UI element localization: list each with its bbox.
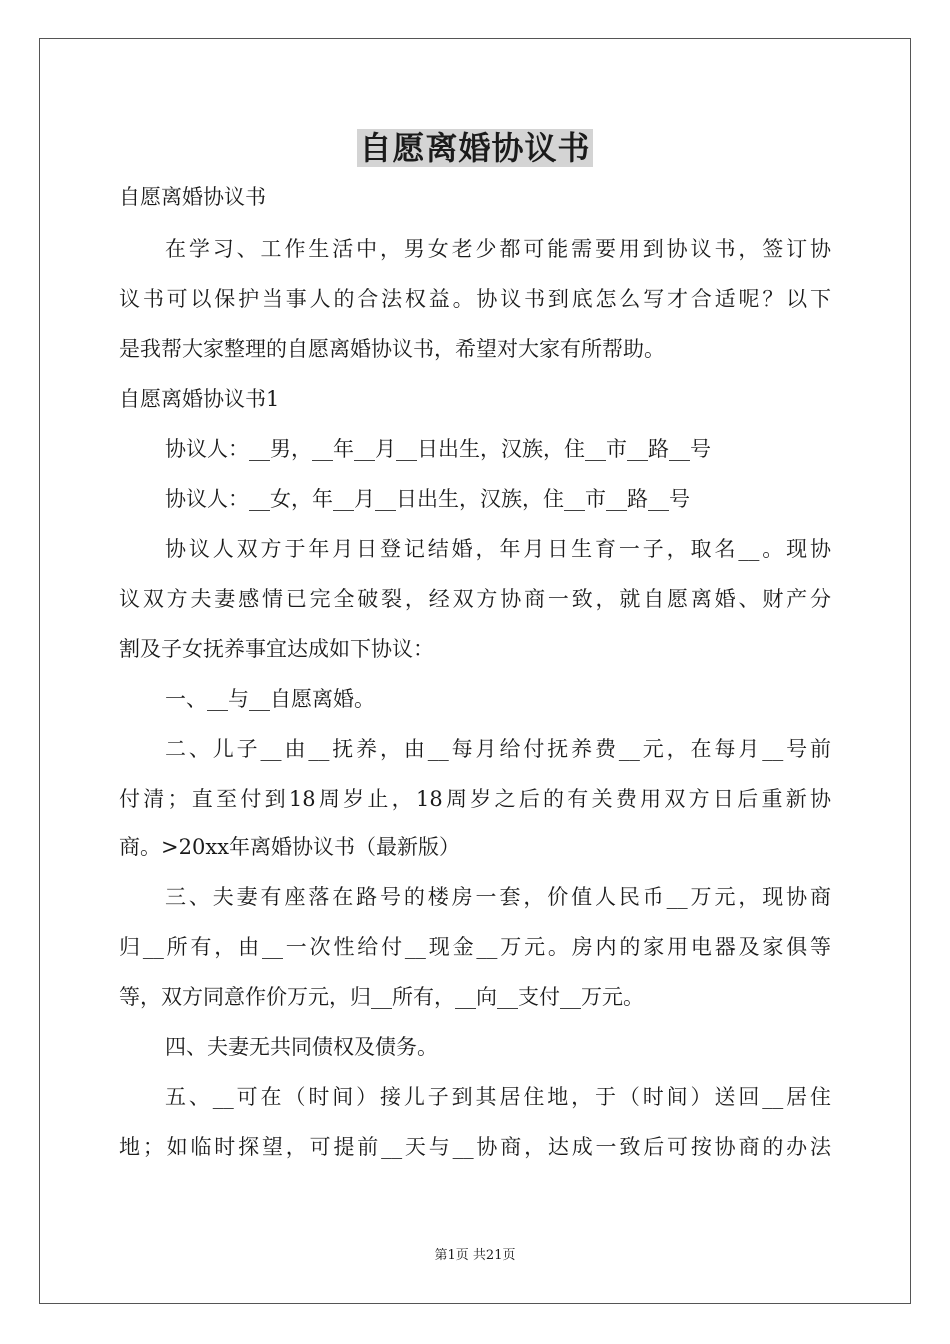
document-title: 自愿离婚协议书 xyxy=(359,129,591,167)
body-line: 是我帮大家整理的自愿离婚协议书，希望对大家有所帮助。 xyxy=(119,337,665,361)
body-line: 自愿离婚协议书1 xyxy=(119,387,280,411)
body-line: 付清；直至付到18周岁止，18周岁之后的有关费用双方日后重新协 xyxy=(119,787,831,811)
body-line: 协议人：__女，年__月__日出生，汉族，住__市__路__号 xyxy=(165,487,690,511)
body-line: 四、夫妻无共同债权及债务。 xyxy=(165,1035,438,1059)
body-line: 协议人：__男，__年__月__日出生，汉族，住__市__路__号 xyxy=(165,437,711,461)
page-footer: 第1页 共21页 xyxy=(434,1248,516,1263)
body-line: 议书可以保护当事人的合法权益。协议书到底怎么写才合适呢？以下 xyxy=(119,287,831,311)
body-line: 在学习、工作生活中，男女老少都可能需要用到协议书，签订协 xyxy=(165,237,831,261)
body-line: 自愿离婚协议书 xyxy=(119,185,266,209)
body-line: 商。>20xx年离婚协议书（最新版） xyxy=(119,835,461,859)
body-line: 五、__可在（时间）接儿子到其居住地，于（时间）送回__居住 xyxy=(165,1085,831,1109)
page-border xyxy=(39,38,911,1304)
body-line: 三、夫妻有座落在路号的楼房一套，价值人民币__万元，现协商 xyxy=(165,885,831,909)
body-line: 协议人双方于年月日登记结婚，年月日生育一子，取名__。现协 xyxy=(165,537,831,561)
body-line: 地；如临时探望，可提前__天与__协商，达成一致后可按协商的办法 xyxy=(119,1135,831,1159)
body-line: 一、__与__自愿离婚。 xyxy=(165,687,375,711)
body-line: 割及子女抚养事宜达成如下协议： xyxy=(119,637,434,661)
body-line: 议双方夫妻感情已完全破裂，经双方协商一致，就自愿离婚、财产分 xyxy=(119,587,831,611)
body-line: 等，双方同意作价万元，归__所有，__向__支付__万元。 xyxy=(119,985,644,1009)
body-line: 归__所有，由__一次性给付__现金__万元。房内的家用电器及家俱等 xyxy=(119,935,831,959)
body-line: 二、儿子__由__抚养，由__每月给付抚养费__元，在每月__号前 xyxy=(165,737,831,761)
